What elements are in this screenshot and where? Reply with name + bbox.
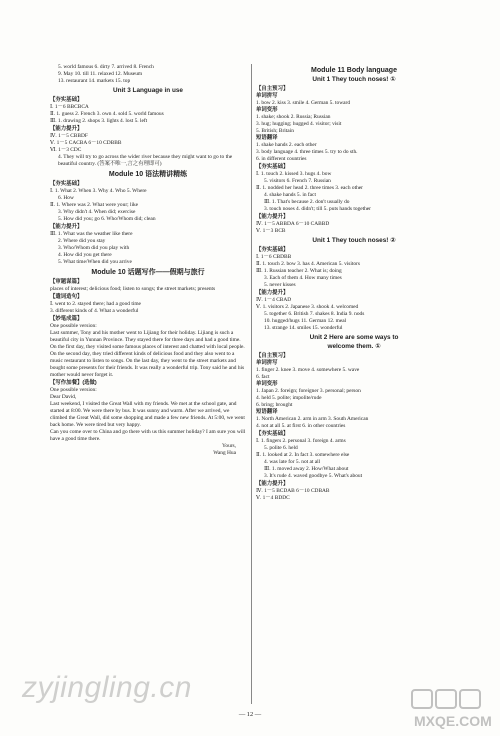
text-line: Ⅴ. 1－4 BDDC	[256, 495, 290, 501]
text-line: 6. in different countries	[256, 156, 307, 162]
unit-heading: Unit 1 They touch noses! ②	[312, 237, 396, 244]
text-line: Ⅴ. 1－5 CACBA 6－10 CDBBB	[50, 140, 122, 146]
text-line: Ⅵ. 1－3 CDC	[50, 147, 82, 153]
text-line: 6. fact	[256, 374, 270, 380]
essay-paragraph: Last weekend, I visited the Great Wall with my friends. We met at the school gate, and started at 8:00. We were there by bus. It was sunny and warm. After we arrived, we climbed the Great Wall, did some shopping and made a few new friends. At 5:00, we went back home. We were tired but very happy.	[50, 401, 245, 428]
text-line: 3. hug; hugging; hugged 4. visitor; visit	[256, 121, 342, 127]
subsection-label: 单词拼写	[256, 360, 278, 366]
text-line: 1. bow 2. kiss 3. smile 4. German 5. toward	[256, 100, 351, 106]
module-heading: Module 10 话题写作——假期与旅行	[91, 269, 205, 276]
text-line: 3. touch noses 4. didn't; till 5. puts hands together	[264, 206, 371, 212]
text-line: 5. visitors 6. French 7. Russian	[264, 178, 331, 184]
section-tag: 【能力提升】	[50, 126, 83, 132]
text-line: Ⅰ. 1. fingers 2. personal 3. foreign 4. arms	[256, 438, 346, 444]
text-line: Ⅱ. 1. guess 2. French 3. own 4. sold 5. world famous	[50, 111, 164, 117]
section-tag: 【能力提升】	[256, 481, 289, 487]
text-line: Ⅳ. 1－5 ABBDA 6－10 CABBD	[256, 221, 330, 227]
text-line: 3. Each of them 4. How many times	[264, 275, 342, 281]
text-line: Ⅲ. 1. drawing 2. shops 3. lights 4. lost 5. left	[50, 118, 148, 124]
text-line: 13. restaurant 14. markets 15. top	[58, 78, 131, 84]
text-line: 3. body language 4. three times 5. try to do sth.	[256, 149, 358, 155]
unit-heading: Unit 2 Here are some ways to	[309, 334, 399, 341]
text-line: One possible version:	[50, 323, 97, 329]
text-line: 1. North American 2. arm in arm 3. South American	[256, 416, 369, 422]
column-divider	[251, 64, 252, 704]
text-line: Ⅱ. 1. looked at 2. In fact 3. somewhere else	[256, 452, 350, 458]
text-line: 5. British; Britain	[256, 128, 294, 134]
text-line: Ⅲ. 1. moved away 2. How/What about	[264, 466, 349, 472]
section-tag: 【能力提升】	[256, 214, 289, 220]
text-line: 4. How did you get there	[58, 252, 112, 258]
text-line: 2. Where did you stay	[58, 238, 106, 244]
text-line: 9. May 10. till 11. relaxed 12. Museum	[58, 71, 143, 77]
subsection-label: 短语翻译	[256, 135, 278, 141]
text-line: Ⅰ. 1. What 2. When 3. Why 4. Who 5. Where	[50, 188, 147, 194]
text-line: Ⅲ. 1. Russian teacher 2. What is; doing	[256, 268, 342, 274]
text-line: 3. It's rude 4. waved goodbye 5. What's about	[264, 473, 363, 479]
section-tag: 【夯实基础】	[256, 164, 289, 170]
module-heading: Module 11 Body language	[311, 67, 397, 74]
section-tag: 【写作加餐】(选做)	[50, 380, 97, 386]
text-line: 5. polite 6. held	[264, 445, 298, 451]
text-line: Yours,	[222, 443, 236, 449]
text-line: places of interest; delicious food; listen to songs; the street markets; presents	[50, 286, 216, 292]
module-heading: Module 10 语法精讲精练	[108, 171, 188, 178]
text-line: 5. How did you; go 6. Who/Whom did; clean	[58, 216, 156, 222]
text-line: Ⅳ. 1－4 CBAD	[256, 297, 292, 303]
text-line: 6. How	[58, 195, 74, 201]
section-tag: 【自主预习】	[256, 86, 289, 92]
text-line: 1. shake hands 2. each other	[256, 142, 317, 148]
text-line: One possible version:	[50, 387, 97, 393]
section-tag: 【能力提升】	[256, 290, 289, 296]
text-line: 5. together 6. British 7. shakes 8. India 9. nods	[264, 311, 365, 317]
text-line: Ⅱ. 1. Where was 2. What were your; like	[50, 202, 139, 208]
text-line: 3. Who/Whom did you play with	[58, 245, 130, 251]
watermark-logo-icon	[410, 688, 496, 732]
essay-paragraph: Can you come over to China and go there with us this summer holiday? I am sure you will have a good time there.	[50, 429, 246, 442]
watermark-logo-text: MXQE.COM	[414, 713, 492, 729]
text-line: Wang Hua	[213, 450, 236, 456]
text-line: 1. Japan 2. foreign; foreigner 3. personal; person	[256, 388, 361, 394]
unit-heading: Unit 1 They touch noses! ①	[312, 76, 396, 83]
text-line: Ⅳ. 1－5 CBBDF	[50, 133, 88, 139]
unit-heading: welcome them. ①	[327, 343, 381, 350]
text-line: Ⅱ. 1. touch 2. bow 3. has 4. American 5. visitors	[256, 261, 360, 267]
text-line: Ⅴ. 1. visitors 2. Japanese 3. shook 4. welcomed	[256, 304, 359, 310]
section-tag: 【自主预习】	[256, 353, 289, 359]
text-line: Ⅰ. went to 2. stayed there; had a good time	[50, 301, 141, 307]
right-column	[256, 64, 452, 706]
text-line: 3. different kinds of 4. What a wonderful	[50, 308, 139, 314]
text-line: Ⅰ. 1－6 CBDBB	[256, 254, 292, 260]
section-tag: 【夯实基础】	[50, 181, 83, 187]
subsection-label: 短语翻译	[256, 409, 278, 415]
section-tag: 【妙笔成篇】	[50, 316, 83, 322]
text-line: 5. world famous 6. dirty 7. arrived 8. French	[58, 64, 154, 70]
section-tag: 【夯实基础】	[256, 247, 289, 253]
text-line: 1. finger 2. knee 3. move 4. somewhere 5. wave	[256, 367, 360, 373]
page-number: — 12 —	[238, 711, 262, 718]
unit-heading: Unit 3 Language in use	[113, 87, 183, 94]
subsection-label: 单词拼写	[256, 93, 278, 99]
subsection-label: 单词变形	[256, 107, 278, 113]
text-line: Ⅰ. 1－6 BBCBCA	[50, 104, 89, 110]
section-tag: 【夯实基础】	[50, 97, 83, 103]
text-line: Ⅱ. 1. nodded her head 2. three times 3. each other	[256, 185, 363, 191]
text-line: 4. was late for 5. not at all	[264, 459, 321, 465]
text-line: 5. What time/When did you arrive	[58, 259, 132, 265]
text-line: Ⅳ. 1－5 BCDAB 6－10 CDBAB	[256, 488, 330, 494]
subsection-label: 单词变形	[256, 381, 278, 387]
text-line: 3. Why didn't 4. When did; exercise	[58, 209, 136, 215]
section-tag: 【夯实基础】	[256, 431, 289, 437]
text-line: 4. They will try to go across the wider river because they might want to go to the beautiful country. (答案不唯一,言之有理即可)	[58, 154, 233, 167]
text-line: 4. not at all 5. at first 6. in other countries	[256, 423, 346, 429]
text-line: 1. shake; shook 2. Russia; Russian	[256, 114, 331, 120]
essay-paragraph: Last summer, Tony and his mother went to Lijiang for their holiday. Lijiang is such a beautiful city in Yunnan Province. They stayed there for three days and had a good time. On the first day, they visited some famous places of interest and chatted with local people. On the second day, they tried different kinds of delicious food and they also went to a music restaurant to listen to songs. On the last day, they went to the street markets and bought some presents for their friends. It was really a wonderful trip. Tony said he and his mother would never forget it.	[50, 330, 245, 378]
text-line: Ⅲ. 1. What was the weather like there	[50, 231, 133, 237]
text-line: 4. held 5. polite; impolite/rude	[256, 395, 322, 401]
text-line: 5. never kisses	[264, 282, 296, 288]
text-line: 10. hugged/hugs 11. German 12. meal	[264, 318, 347, 324]
section-tag: 【遣词造句】	[50, 294, 83, 300]
text-line: 13. strange 14. smiles 15. wonderful	[264, 325, 343, 331]
section-tag: 【能力提升】	[50, 224, 83, 230]
section-tag: 【审题谋篇】	[50, 279, 83, 285]
watermark-text: zyjingling.cn	[22, 671, 192, 704]
left-column	[50, 64, 246, 706]
text-line: Dear David,	[50, 394, 77, 400]
text-line: Ⅰ. 1. touch 2. kissed 3. hugs 4. bow	[256, 171, 332, 177]
text-line: 4. shake hands 5. in fact	[264, 192, 316, 198]
text-line: Ⅲ. 1. That's because 2. don't usually do	[264, 199, 350, 205]
text-line: Ⅴ. 1－3 BCB	[256, 228, 286, 234]
text-line: 6. bring; brought	[256, 402, 293, 408]
